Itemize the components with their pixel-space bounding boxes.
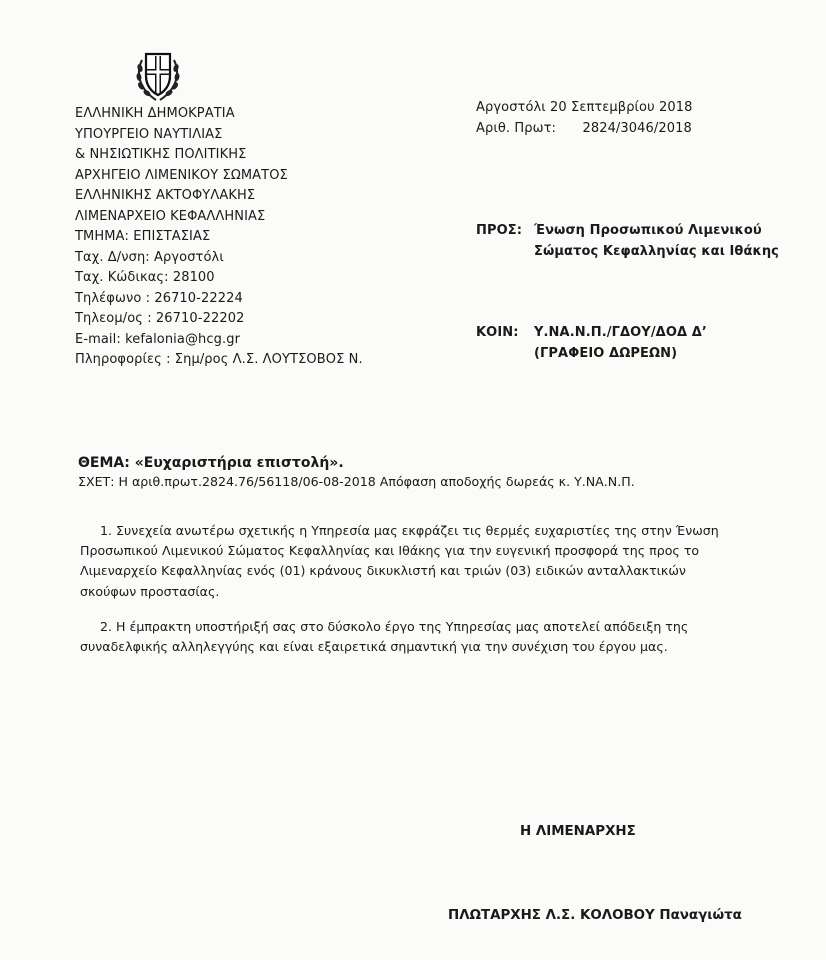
cc-label: ΚΟΙΝ: [476, 325, 519, 340]
paragraph-text: Συνεχεία ανωτέρω σχετικής η Υπηρεσία μας εκφράζει τις θερμές ευχαριστίες της στην Ένωση [116, 523, 719, 538]
paragraph-line: Λιμεναρχείο Κεφαλληνίας ενός (01) κράνους δικυκλιστή και τριών (03) ειδικών ανταλλακτικών [80, 563, 686, 579]
sender-line: ΑΡΧΗΓΕΙΟ ΛΙΜΕΝΙΚΟΥ ΣΩΜΑΤΟΣ [75, 167, 288, 183]
greek-coat-of-arms-icon [134, 46, 182, 104]
protocol-label: Αριθ. Πρωτ: [476, 120, 556, 136]
paragraph-line [80, 617, 744, 637]
signature-name: ΠΛΩΤΑΡΧΗΣ Λ.Σ. ΚΟΛΟΒΟΥ Παναγιώτα [448, 908, 742, 923]
protocol-number: 2824/3046/2018 [582, 120, 692, 136]
sender-line: ΕΛΛΗΝΙΚΗΣ ΑΚΤΟΦΥΛΑΚΗΣ [75, 188, 256, 203]
sender-line: Τηλέφωνο : 26710-22224 [75, 290, 243, 306]
sender-line: Πληροφορίες : Σημ/ρος Λ.Σ. ΛΟΥΤΣΟΒΟΣ Ν. [75, 352, 363, 367]
sender-line: ΛΙΜΕΝΑΡΧΕΙΟ ΚΕΦΑΛΛΗΝΙΑΣ [75, 208, 266, 224]
sender-block [75, 104, 363, 371]
reference-line [78, 474, 635, 489]
paragraph-2 [80, 617, 744, 657]
to-line: Σώματος Κεφαλληνίας και Ιθάκης [534, 243, 779, 259]
sender-line: ΥΠΟΥΡΓΕΙΟ ΝΑΥΤΙΛΙΑΣ [75, 126, 223, 142]
sender-line: ΤΜΗΜΑ: ΕΠΙΣΤΑΣΙΑΣ [75, 229, 211, 244]
paragraph-text: Η έμπρακτη υποστήριξή σας στο δύσκολο έργο της Υπηρεσίας μας αποτελεί απόδειξη της [116, 619, 689, 634]
paragraph-number: 2. [100, 619, 113, 634]
paragraph-number: 1. [100, 523, 113, 538]
subject-text: «Ευχαριστήρια επιστολή». [134, 455, 344, 471]
sender-line: ΕΛΛΗΝΙΚΗ ΔΗΜΟΚΡΑΤΙΑ [75, 106, 235, 121]
signature-title: Η ΛΙΜΕΝΑΡΧΗΣ [520, 824, 636, 839]
to-label: ΠΡΟΣ: [476, 223, 523, 238]
subject-label: ΘΕΜΑ: [78, 455, 130, 471]
reference-text: Η αριθ.πρωτ.2824.76/56118/06-08-2018 Απόφαση αποδοχής δωρεάς κ. Υ.ΝΑ.Ν.Π. [118, 474, 635, 489]
protocol-row [476, 119, 692, 140]
to-line: Ένωση Προσωπικού Λιμενικού [534, 223, 762, 238]
paragraph-line: συναδελφικής αλληλεγγύης και είναι εξαιρετικά σημαντική για την συνέχιση του έργου μας. [80, 639, 668, 655]
to-recipient [534, 221, 779, 262]
subject-line [78, 455, 344, 471]
sender-line: & ΝΗΣΙΩΤΙΚΗΣ ΠΟΛΙΤΙΚΗΣ [75, 147, 247, 162]
cc-recipient [534, 323, 707, 364]
sender-line: Τηλεομ/ος : 26710-22202 [75, 311, 245, 326]
sender-email: E-mail: kefalonia@hcg.gr [75, 331, 241, 347]
cc-line: Υ.ΝΑ.Ν.Π./ΓΔΟΥ/ΔΟΔ Δ’ [534, 325, 707, 340]
paragraph-line: Προσωπικού Λιμενικού Σώματος Κεφαλληνίας και Ιθάκης για την ευγενική προσφορά της προς το [80, 543, 700, 559]
document-meta [476, 98, 692, 139]
paragraph-line: σκούφων προστασίας. [80, 583, 220, 599]
sender-line: Ταχ. Δ/νση: Αργοστόλι [75, 249, 224, 265]
cc-line: (ΓΡΑΦΕΙΟ ΔΩΡΕΩΝ) [534, 345, 678, 361]
place-date: Αργοστόλι 20 Σεπτεμβρίου 2018 [476, 100, 693, 115]
paragraph-line [80, 521, 744, 541]
reference-label: ΣΧΕΤ: [78, 474, 115, 489]
sender-line: Ταχ. Κώδικας: 28100 [75, 270, 215, 285]
paragraph-1 [80, 521, 744, 602]
